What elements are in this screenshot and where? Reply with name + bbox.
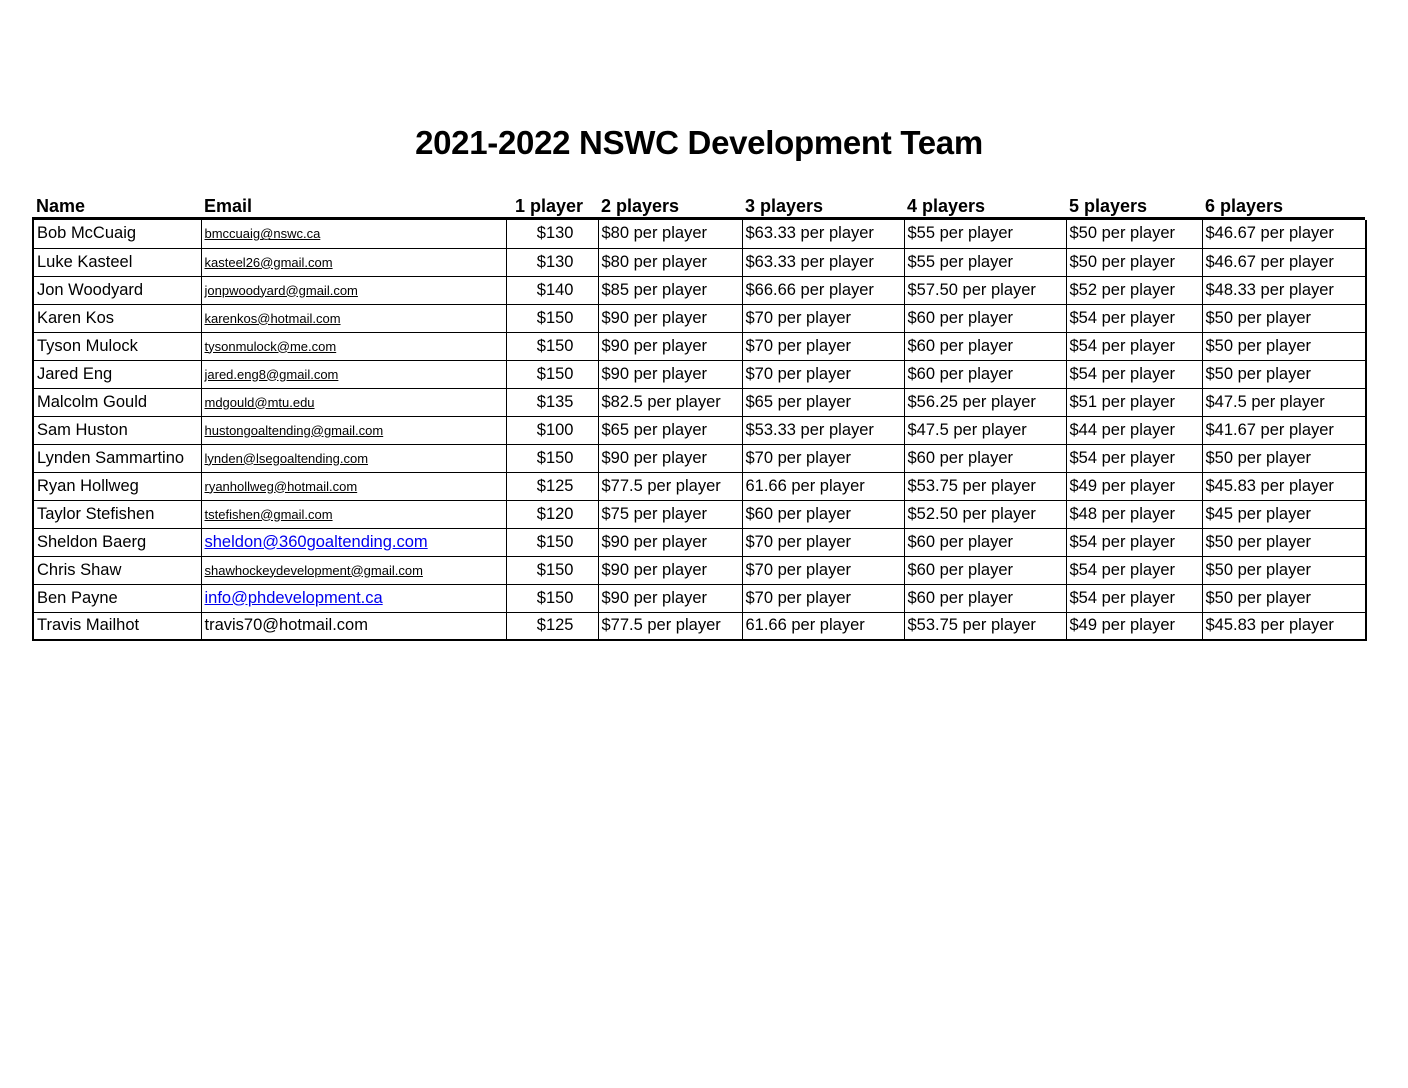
header-2-players: 2 players bbox=[601, 196, 680, 216]
coach-name-cell: Ben Payne bbox=[33, 584, 201, 612]
header-email: Email bbox=[204, 196, 253, 216]
email-cell[interactable]: karenkos@hotmail.com bbox=[201, 304, 506, 332]
development-team-table bbox=[32, 193, 1365, 641]
rate-6-players-cell: $50 per player bbox=[1202, 444, 1366, 472]
rate-3-players-cell: $63.33 per player bbox=[742, 248, 904, 276]
coach-name-cell: Chris Shaw bbox=[33, 556, 201, 584]
rate-2-players-cell: $77.5 per player bbox=[598, 612, 742, 640]
rate-1-player-cell: $150 bbox=[506, 584, 598, 612]
rate-1-player-cell: $135 bbox=[506, 388, 598, 416]
email-cell[interactable]: jonpwoodyard@gmail.com bbox=[201, 276, 506, 304]
coach-name-cell: Sheldon Baerg bbox=[33, 528, 201, 556]
table-row bbox=[33, 276, 1366, 304]
rate-3-players-cell: $53.33 per player bbox=[742, 416, 904, 444]
rate-3-players-cell: 61.66 per player bbox=[742, 472, 904, 500]
email-cell[interactable]: jared.eng8@gmail.com bbox=[201, 360, 506, 388]
header-4-players: 4 players bbox=[907, 196, 986, 216]
email-cell[interactable]: mdgould@mtu.edu bbox=[201, 388, 506, 416]
rate-4-players-cell: $55 per player bbox=[904, 220, 1066, 248]
table-row bbox=[33, 472, 1366, 500]
table-row bbox=[33, 556, 1366, 584]
rate-1-player-cell: $150 bbox=[506, 556, 598, 584]
rate-1-player-cell: $150 bbox=[506, 444, 598, 472]
rate-4-players-cell: $47.5 per player bbox=[904, 416, 1066, 444]
rate-4-players-cell: $53.75 per player bbox=[904, 612, 1066, 640]
rate-1-player-cell: $140 bbox=[506, 276, 598, 304]
rate-6-players-cell: $50 per player bbox=[1202, 332, 1366, 360]
rate-1-player-cell: $150 bbox=[506, 528, 598, 556]
coach-name-cell: Taylor Stefishen bbox=[33, 500, 201, 528]
email-cell[interactable]: kasteel26@gmail.com bbox=[201, 248, 506, 276]
rate-2-players-cell: $75 per player bbox=[598, 500, 742, 528]
rate-5-players-cell: $51 per player bbox=[1066, 388, 1202, 416]
rate-2-players-cell: $77.5 per player bbox=[598, 472, 742, 500]
rate-4-players-cell: $53.75 per player bbox=[904, 472, 1066, 500]
rate-1-player-cell: $125 bbox=[506, 612, 598, 640]
coach-name-cell: Sam Huston bbox=[33, 416, 201, 444]
rate-6-players-cell: $45.83 per player bbox=[1202, 612, 1366, 640]
coach-name-cell: Tyson Mulock bbox=[33, 332, 201, 360]
rate-5-players-cell: $44 per player bbox=[1066, 416, 1202, 444]
table-header bbox=[32, 193, 1365, 220]
rate-5-players-cell: $54 per player bbox=[1066, 584, 1202, 612]
rate-3-players-cell: $70 per player bbox=[742, 528, 904, 556]
email-cell[interactable]: hustongoaltending@gmail.com bbox=[201, 416, 506, 444]
rate-6-players-cell: $46.67 per player bbox=[1202, 220, 1366, 248]
email-cell[interactable]: tysonmulock@me.com bbox=[201, 332, 506, 360]
rate-6-players-cell: $50 per player bbox=[1202, 584, 1366, 612]
coach-name-cell: Bob McCuaig bbox=[33, 220, 201, 248]
rate-4-players-cell: $56.25 per player bbox=[904, 388, 1066, 416]
rate-4-players-cell: $57.50 per player bbox=[904, 276, 1066, 304]
rate-5-players-cell: $54 per player bbox=[1066, 304, 1202, 332]
rate-5-players-cell: $54 per player bbox=[1066, 556, 1202, 584]
rate-1-player-cell: $100 bbox=[506, 416, 598, 444]
rate-2-players-cell: $90 per player bbox=[598, 556, 742, 584]
rate-6-players-cell: $50 per player bbox=[1202, 304, 1366, 332]
rate-5-players-cell: $50 per player bbox=[1066, 220, 1202, 248]
rate-4-players-cell: $60 per player bbox=[904, 528, 1066, 556]
rate-4-players-cell: $60 per player bbox=[904, 332, 1066, 360]
table-body bbox=[33, 220, 1366, 640]
rate-2-players-cell: $90 per player bbox=[598, 360, 742, 388]
table-row bbox=[33, 528, 1366, 556]
rate-2-players-cell: $90 per player bbox=[598, 584, 742, 612]
rate-3-players-cell: $70 per player bbox=[742, 584, 904, 612]
email-cell[interactable]: lynden@lsegoaltending.com bbox=[201, 444, 506, 472]
rate-4-players-cell: $55 per player bbox=[904, 248, 1066, 276]
rate-5-players-cell: $49 per player bbox=[1066, 612, 1202, 640]
rate-1-player-cell: $120 bbox=[506, 500, 598, 528]
rate-2-players-cell: $82.5 per player bbox=[598, 388, 742, 416]
email-cell: travis70@hotmail.com bbox=[201, 612, 506, 640]
table-row bbox=[33, 248, 1366, 276]
rate-2-players-cell: $90 per player bbox=[598, 332, 742, 360]
table-row bbox=[33, 304, 1366, 332]
rate-3-players-cell: $70 per player bbox=[742, 444, 904, 472]
rate-3-players-cell: $65 per player bbox=[742, 388, 904, 416]
rate-5-players-cell: $49 per player bbox=[1066, 472, 1202, 500]
rate-3-players-cell: $70 per player bbox=[742, 556, 904, 584]
rate-6-players-cell: $41.67 per player bbox=[1202, 416, 1366, 444]
rate-1-player-cell: $150 bbox=[506, 304, 598, 332]
header-6-players: 6 players bbox=[1205, 196, 1284, 216]
rate-2-players-cell: $65 per player bbox=[598, 416, 742, 444]
rate-6-players-cell: $47.5 per player bbox=[1202, 388, 1366, 416]
rate-6-players-cell: $48.33 per player bbox=[1202, 276, 1366, 304]
rate-4-players-cell: $60 per player bbox=[904, 444, 1066, 472]
rate-4-players-cell: $60 per player bbox=[904, 584, 1066, 612]
rate-2-players-cell: $90 per player bbox=[598, 304, 742, 332]
rate-3-players-cell: $70 per player bbox=[742, 332, 904, 360]
rate-6-players-cell: $50 per player bbox=[1202, 556, 1366, 584]
rate-5-players-cell: $54 per player bbox=[1066, 528, 1202, 556]
rate-1-player-cell: $130 bbox=[506, 248, 598, 276]
table-row bbox=[33, 612, 1366, 640]
rate-6-players-cell: $50 per player bbox=[1202, 528, 1366, 556]
table-row bbox=[33, 584, 1366, 612]
rate-2-players-cell: $80 per player bbox=[598, 248, 742, 276]
rate-3-players-cell: $60 per player bbox=[742, 500, 904, 528]
rate-5-players-cell: $54 per player bbox=[1066, 444, 1202, 472]
rate-1-player-cell: $130 bbox=[506, 220, 598, 248]
coach-name-cell: Travis Mailhot bbox=[33, 612, 201, 640]
page-title: 2021-2022 NSWC Development Team bbox=[415, 124, 983, 161]
table-row bbox=[33, 388, 1366, 416]
header-3-players: 3 players bbox=[745, 196, 824, 216]
table-row bbox=[33, 444, 1366, 472]
table-row bbox=[33, 500, 1366, 528]
email-cell[interactable]: shawhockeydevelopment@gmail.com bbox=[201, 556, 506, 584]
rate-5-players-cell: $50 per player bbox=[1066, 248, 1202, 276]
rate-3-players-cell: 61.66 per player bbox=[742, 612, 904, 640]
rates-grid bbox=[32, 220, 1367, 641]
table-row bbox=[33, 416, 1366, 444]
coach-name-cell: Jon Woodyard bbox=[33, 276, 201, 304]
coach-name-cell: Karen Kos bbox=[33, 304, 201, 332]
coach-name-cell: Ryan Hollweg bbox=[33, 472, 201, 500]
rate-4-players-cell: $60 per player bbox=[904, 304, 1066, 332]
coach-name-cell: Luke Kasteel bbox=[33, 248, 201, 276]
coach-name-cell: Jared Eng bbox=[33, 360, 201, 388]
rate-3-players-cell: $70 per player bbox=[742, 360, 904, 388]
table-row bbox=[33, 220, 1366, 248]
rate-1-player-cell: $125 bbox=[506, 472, 598, 500]
rate-3-players-cell: $70 per player bbox=[742, 304, 904, 332]
rate-5-players-cell: $48 per player bbox=[1066, 500, 1202, 528]
rate-2-players-cell: $80 per player bbox=[598, 220, 742, 248]
rate-1-player-cell: $150 bbox=[506, 332, 598, 360]
table-row bbox=[33, 360, 1366, 388]
rate-4-players-cell: $60 per player bbox=[904, 556, 1066, 584]
rate-5-players-cell: $52 per player bbox=[1066, 276, 1202, 304]
rate-3-players-cell: $66.66 per player bbox=[742, 276, 904, 304]
header-name: Name bbox=[36, 196, 86, 216]
rate-1-player-cell: $150 bbox=[506, 360, 598, 388]
coach-name-cell: Lynden Sammartino bbox=[33, 444, 201, 472]
rate-2-players-cell: $85 per player bbox=[598, 276, 742, 304]
rate-6-players-cell: $45 per player bbox=[1202, 500, 1366, 528]
coach-name-cell: Malcolm Gould bbox=[33, 388, 201, 416]
rate-6-players-cell: $46.67 per player bbox=[1202, 248, 1366, 276]
rate-2-players-cell: $90 per player bbox=[598, 528, 742, 556]
table-row bbox=[33, 332, 1366, 360]
rate-2-players-cell: $90 per player bbox=[598, 444, 742, 472]
rate-4-players-cell: $60 per player bbox=[904, 360, 1066, 388]
email-cell[interactable]: bmccuaig@nswc.ca bbox=[201, 220, 506, 248]
rate-6-players-cell: $45.83 per player bbox=[1202, 472, 1366, 500]
email-cell[interactable]: ryanhollweg@hotmail.com bbox=[201, 472, 506, 500]
email-cell[interactable]: tstefishen@gmail.com bbox=[201, 500, 506, 528]
rate-5-players-cell: $54 per player bbox=[1066, 332, 1202, 360]
email-cell[interactable]: sheldon@360goaltending.com bbox=[201, 528, 506, 556]
email-cell[interactable]: info@phdevelopment.ca bbox=[201, 584, 506, 612]
header-5-players: 5 players bbox=[1069, 196, 1148, 216]
rate-5-players-cell: $54 per player bbox=[1066, 360, 1202, 388]
rate-4-players-cell: $52.50 per player bbox=[904, 500, 1066, 528]
rate-3-players-cell: $63.33 per player bbox=[742, 220, 904, 248]
header-1-player: 1 player bbox=[515, 196, 584, 216]
rate-6-players-cell: $50 per player bbox=[1202, 360, 1366, 388]
